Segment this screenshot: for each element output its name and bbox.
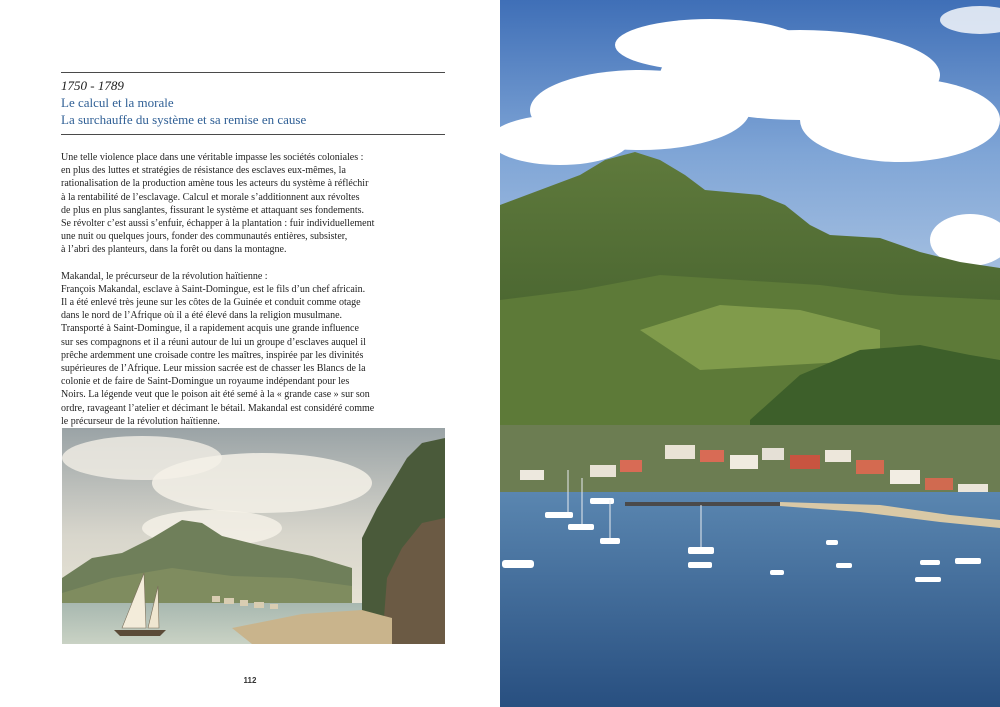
header-bottom-rule	[61, 134, 445, 135]
section-header	[61, 77, 445, 128]
page-number: 112	[243, 676, 257, 685]
engraving-cloud	[152, 453, 372, 513]
pier	[625, 502, 780, 506]
right-page-photo	[500, 0, 1000, 707]
historical-engraving-illustration	[62, 428, 445, 644]
period-date: 1750 - 1789	[61, 78, 124, 93]
paragraph-makandal: Makandal, le précurseur de la révolution haïtienne : François Makandal, esclave à Saint-Domingue, est le fils d’un chef africain. Il a été enlevé très jeune sur les côtes de la Guinée et conduit comme otage dans le nord de l’Afrique où il a été élevé dans la religion musulmane. Transporté à Saint-Domingue, il a rapidement acquis une grande influence sur ses compagnons et il a réuni autour de lui un groupe d’esclaves auquel il prêche ardemment une croisade contre les maîtres, inspirée par les divinités supérieures de l’Afrique. Leur mission sacrée est de chasser les Blancs de la colonie et de faire de Saint-Domingue un royaume indépendant pour les Noirs. La légende veut que le poison ait été semé à la « grande case » sur son ordre, ravageant l’atelier et décimant le bétail. Makandal est considéré comme le précurseur de la révolution haïtienne.	[61, 270, 375, 427]
paragraph-colonial-impasse: Une telle violence place dans une véritable impasse les sociétés coloniales : en plus des luttes et stratégies de résistance des esclaves eux-mêmes, la rationalisation de la production amène tous les acteurs du système à réfléchir à la rentabilité de l’esclavage. Calcul et morale s’additionnent aux révoltes de plus en plus sanglantes, fissurant le système et attaquant ses fondements. Se révolter c’est aussi s’enfuir, échapper à la plantation : fuir individuellement une nuit ou quelques jours, fonder des communautés entières, subsister, à l’abri des planteurs, dans la forêt ou dans la montagne.	[61, 152, 375, 256]
section-subtitle: La surchauffe du système et sa remise en cause	[61, 112, 307, 127]
section-title: Le calcul et la morale	[61, 95, 174, 110]
header-top-rule	[61, 72, 445, 73]
body-text	[61, 151, 445, 428]
